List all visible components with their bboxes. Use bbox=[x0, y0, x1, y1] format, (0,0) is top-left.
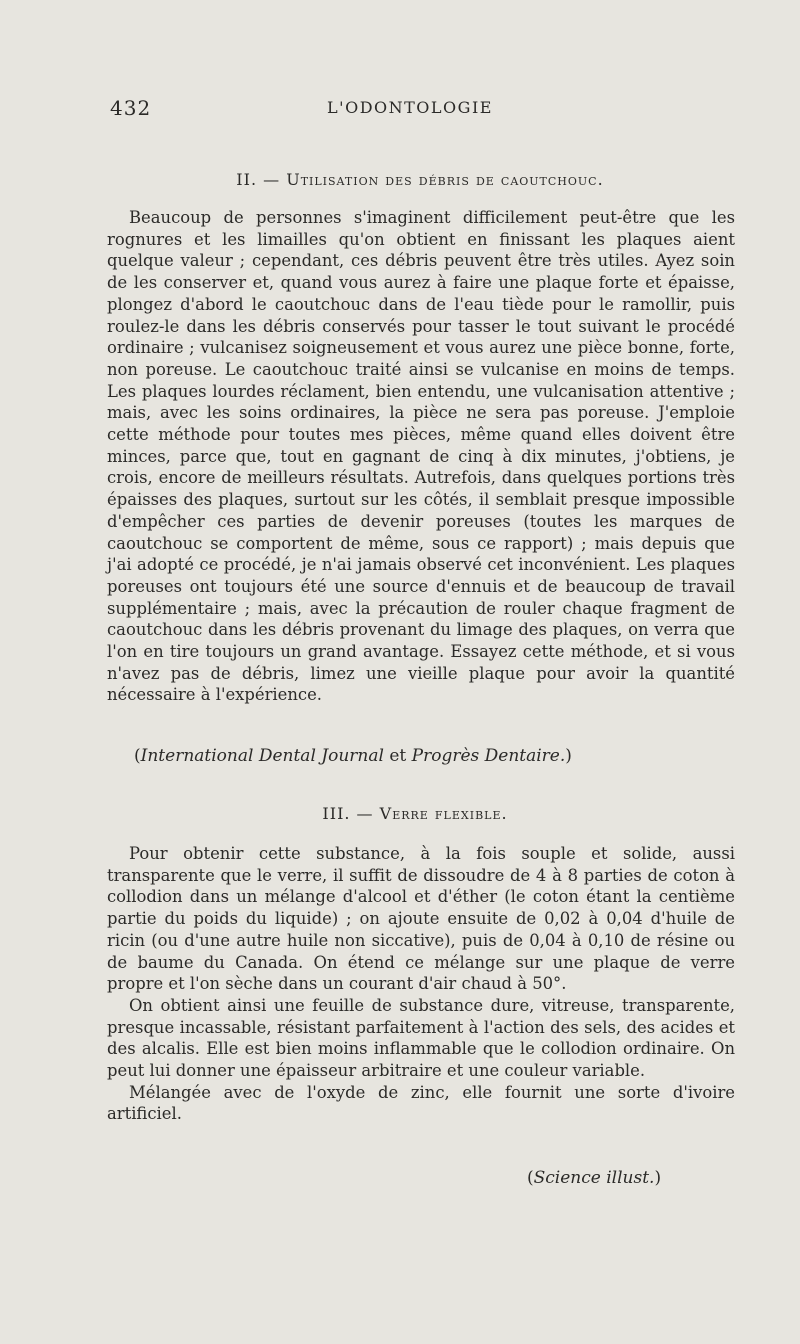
paragraph: Pour obtenir cette substance, à la fois souple et solide, aussi transparente que le verre, il suffit de dissoudre de 4 à 8 parties de coton à collodion dans un mélange d'alcool et d'éther (le coton étant la centième partie du poids du liquide) ; on ajoute ensuite de 0,02 à 0,04 d'huile de ricin (ou d'une autre huile non siccative), puis de 0,04 à 0,10 de résine ou de baume du Canada. On étend ce mélange sur une plaque de verre propre et l'on sèche dans un courant d'air chaud à 50°. bbox=[107, 844, 735, 994]
section-ii-body bbox=[107, 207, 735, 706]
section-title-ii bbox=[40, 170, 800, 189]
journal-title: International Dental Journal bbox=[140, 746, 384, 766]
section-number: III. — bbox=[322, 804, 374, 823]
section-heading: Verre flexible. bbox=[379, 804, 508, 823]
source-title: Science illust. bbox=[533, 1168, 655, 1188]
page-number: 432 bbox=[110, 96, 152, 120]
source-citation: (Science illust.) bbox=[527, 1168, 662, 1188]
section-number: II. — bbox=[236, 170, 281, 189]
journal-title-2: Progrès Dentaire. bbox=[411, 746, 566, 766]
page-header bbox=[110, 96, 710, 124]
source-citation: (International Dental Journal et Progrès Dentaire.) bbox=[134, 746, 572, 766]
paragraph: On obtient ainsi une feuille de substance dure, vitreuse, transparente, presque incassable, résistant parfaitement à l'action des sels, des acides et des alcalis. Elle est bien moins inflammable que le collodion ordinaire. On peut lui donner une épaisseur arbitraire et une couleur variable. bbox=[107, 995, 735, 1081]
section-title-iii bbox=[30, 804, 800, 823]
paragraph: Mélangée avec de l'oxyde de zinc, elle fournit une sorte d'ivoire artificiel. bbox=[107, 1082, 735, 1124]
section-iii-body bbox=[107, 843, 735, 1125]
running-head: L'ODONTOLOGIE bbox=[327, 98, 493, 117]
paragraph: Beaucoup de personnes s'imaginent difficilement peut-être que les rognures et les limailles qu'on obtient en finissant les plaques aient quelque valeur ; cependant, ces débris peuvent être très utiles. Ayez soin de les conserver et, quand vous aurez à faire une plaque forte et épaisse, plongez d'abord le caoutchouc dans de l'eau tiède pour le ramollir, puis roulez-le dans les débris conservés pour tasser le tout suivant le procédé ordinaire ; vulcanisez soigneusement et vous aurez une pièce bonne, forte, non poreuse. Le caoutchouc traité ainsi se vulcanise en moins de temps. Les plaques lourdes réclament, bien entendu, une vulcanisation attentive ; mais, avec les soins ordinaires, la pièce ne sera pas poreuse. J'emploie cette méthode pour toutes mes pièces, même quand elles doivent être minces, parce que, tout en gagnant de cinq à dix minutes, j'obtiens, je crois, encore de meilleurs résultats. Autrefois, dans quelques portions très épaisses des plaques, surtout sur les côtés, il semblait presque impossible d'empêcher ces parties de devenir poreuses (toutes les marques de caoutchouc se comportent de même, sous ce rapport) ; mais depuis que j'ai adopté ce procédé, je n'ai jamais observé cet inconvénient. Les plaques poreuses ont toujours été une source d'ennuis et de beaucoup de travail supplémentaire ; mais, avec la précaution de rouler chaque fragment de caoutchouc dans les débris provenant du limage des plaques, on verra que l'on en tire toujours un grand avantage. Essayez cette méthode, et si vous n'avez pas de débris, limez une vieille plaque pour avoir la quantité nécessaire à l'expérience. bbox=[107, 208, 735, 705]
section-heading: Utilisation des débris de caoutchouc. bbox=[286, 170, 604, 189]
